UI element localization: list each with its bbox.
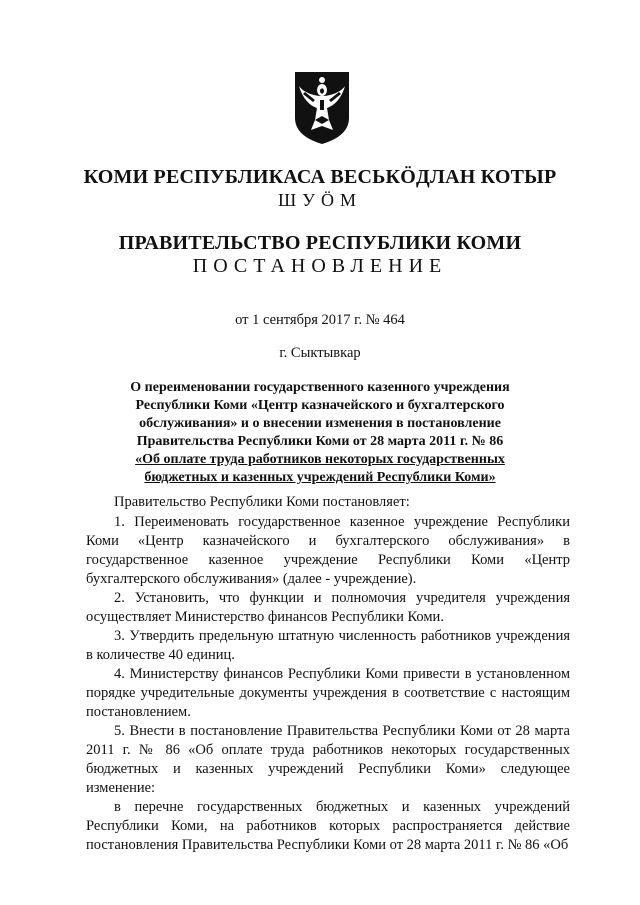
- title-line: Правительства Республики Коми от 28 марта 2011 г. № 86: [136, 434, 504, 449]
- komi-coat-of-arms-icon: [293, 70, 351, 146]
- government-name: ПРАВИТЕЛЬСТВО РЕСПУБЛИКИ КОМИ: [118, 232, 522, 254]
- document-title: [110, 379, 530, 487]
- body-paragraph-2: 2. Установить, что функции и полномочия учредителя учреждения осуществляет Министерство финансов Республики Коми.: [86, 590, 570, 625]
- body-paragraph-6: в перечне государственных бюджетных и казенных учреждений Республики Коми, на работников которых распространяется действие постановления Правительства Республики Коми от 28 марта 2011 г. № 86 «Об: [86, 799, 570, 853]
- date-and-number: от 1 сентября 2017 г. № 464: [235, 312, 405, 328]
- document-type: ПОСТАНОВЛЕНИЕ: [192, 255, 448, 277]
- komi-government-name: КОМИ РЕСПУБЛИКАСА ВЕСЬКӦДЛАН КОТЫР: [83, 166, 557, 188]
- title-line: Республики Коми «Центр казначейского и бухгалтерского: [135, 398, 505, 413]
- body-paragraph-1: 1. Переименовать государственное казенное учреждение Республики Коми «Центр казначейского и бухгалтерского обслуживания» в государственное казенное учреждение Республики Коми «Центр бухгалтерского обслуживания» (далее - учреждение).: [86, 514, 570, 587]
- body-paragraph-4: 4. Министерству финансов Республики Коми привести в установленном порядке учредительные документы учреждения в соответствие с настоящим постановлением.: [86, 666, 570, 720]
- body-paragraph-5: 5. Внести в постановление Правительства Республики Коми от 28 марта 2011 г. № 86 «Об оплате труда работников некоторых государственных бюджетных и казенных учреждений Республики Коми» следующее изменение:: [86, 723, 570, 796]
- city: г. Сыктывкар: [279, 345, 361, 361]
- title-line: обслуживания» и о внесении изменения в постановление: [139, 416, 501, 431]
- title-line: бюджетных и казенных учреждений Республики Коми»: [144, 470, 496, 485]
- document-body: [86, 493, 570, 855]
- body-paragraph-3: 3. Утвердить предельную штатную численность работников учреждения в количестве 40 единиц.: [86, 628, 570, 663]
- body-intro: Правительство Республики Коми постановляет:: [114, 494, 410, 510]
- komi-document-type: ШУӦМ: [278, 190, 362, 210]
- title-line: О переименовании государственного казенного учреждения: [130, 380, 510, 395]
- title-line: «Об оплате труда работников некоторых государственных: [135, 452, 505, 467]
